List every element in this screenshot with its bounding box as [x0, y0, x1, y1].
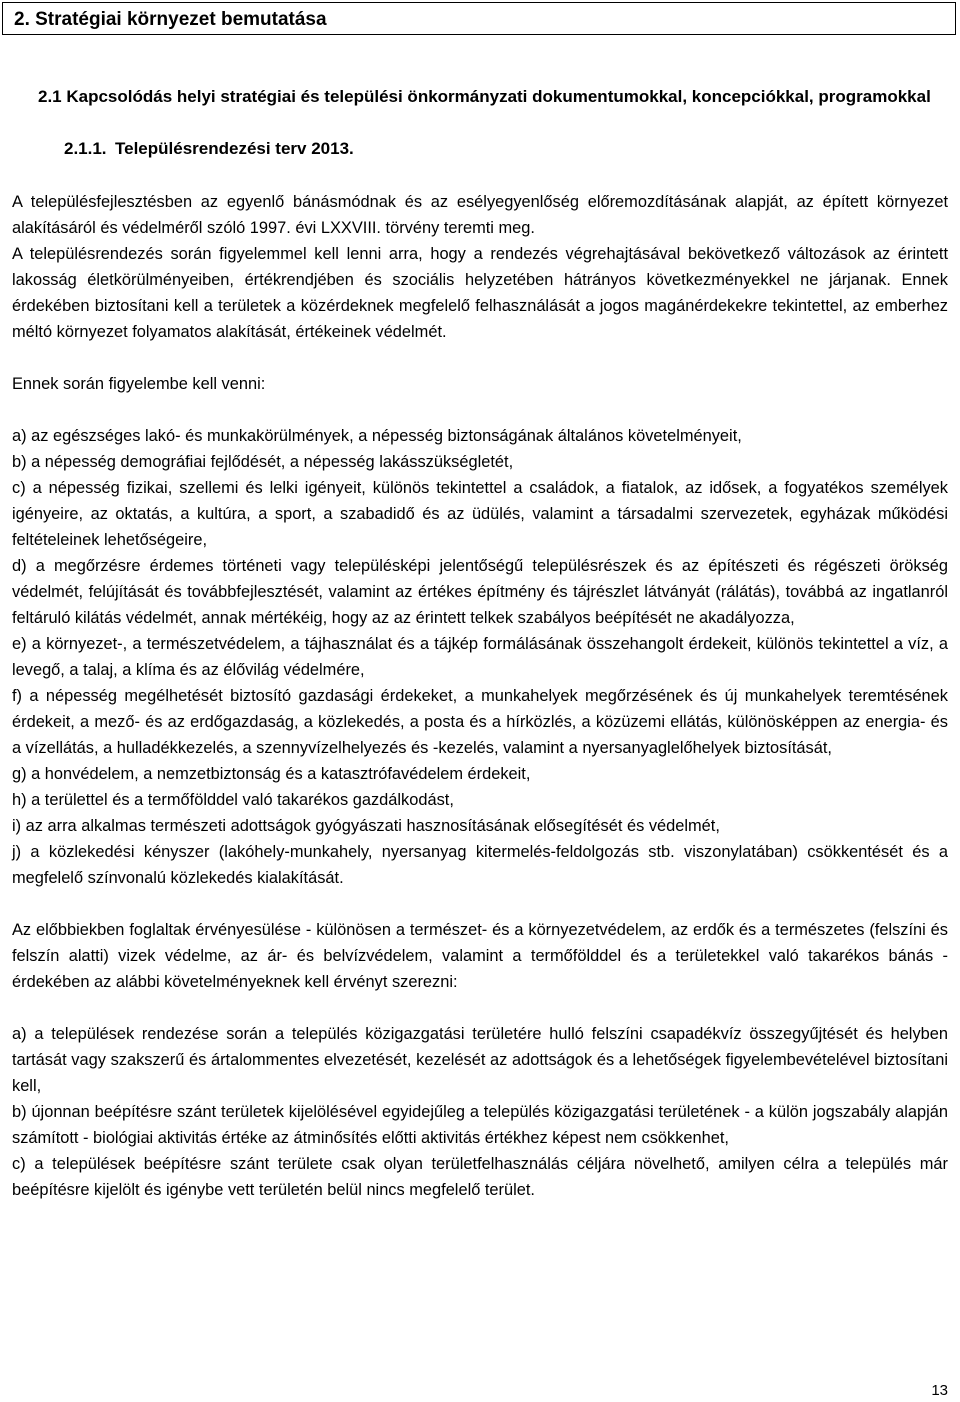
list-item: b) a népesség demográfiai fejlődését, a népesség lakásszükségletét, [12, 453, 514, 471]
list-item: c) a népesség fizikai, szellemi és lelki igényeit, különös tekintettel a családok, a fiatalok, az idősek, a fogyatékos személyek igényeire, az oktatás, a kultúra, a sport, a szabadidő és az üdülés, valamint a társadalmi szervezetek, egyházak működési feltételeinek lehetőségeire, [12, 479, 948, 549]
subsection-title: 2.1 Kapcsolódás helyi stratégiai és települési önkormányzati dokumentumokkal, koncepciókkal, programokkal [38, 87, 931, 106]
list-item: i) az arra alkalmas természeti adottságok gyógyászati hasznosításának elősegítését és védelmét, [12, 817, 720, 835]
subsubsection-number: 2.1.1. [64, 139, 107, 158]
list-item: h) a területtel és a termőfölddel való takarékos gazdálkodást, [12, 791, 454, 809]
list-item: e) a környezet-, a természetvédelem, a tájhasználat és a tájkép formálásának összehangolt érdekeit, különös tekintettel a víz, a levegő, a talaj, a klíma és az élővilág védelmére, [12, 635, 948, 679]
paragraph-legal-basis: A településfejlesztésben az egyenlő bánásmódnak és az esélyegyenlőség előremozdításának alapját, az épített környezet alakításáról és védelméről szóló 1997. évi LXXVIII. törvény teremti meg. [12, 193, 948, 237]
list-item: f) a népesség megélhetését biztosító gazdasági érdekeket, a munkahelyek megőrzésének és új munkahelyek teremtésének érdekeit, a mező- és az erdőgazdaság, a közlekedés, a posta és a hírközlés, a közüzemi ellátás, különösképpen az energia- és a vízellátás, a hulladékkezelés, a szennyvízelhelyezés és -kezelés, valamint a nyersanyaglelőhelyek biztosítását, [12, 687, 948, 757]
list-item: b) újonnan beépítésre szánt területek kijelölésével egyidejűleg a település közigazgatási területének - a külön jogszabály alapján számított - biológiai aktivitás értéke az átminősítés előtti aktivitás értékhez képest nem csökkenhet, [12, 1103, 948, 1147]
page-number: 13 [931, 1382, 948, 1399]
section-title: 2. Stratégiai környezet bemutatása [14, 9, 327, 30]
list-item: a) a települések rendezése során a település közigazgatási területére hulló felszíni csapadékvíz összegyűjtését és helyben tartását vagy szakszerű és ártalommentes elvezetését, kezelését az adottságok és a lehetőségek figyelembevételével biztosítani kell, [12, 1025, 948, 1095]
document-body [12, 189, 948, 1203]
paragraph-planning-principles: A településrendezés során figyelemmel kell lenni arra, hogy a rendezés végrehajtásával bekövetkező változások az érintett lakosság életkörülményeiben, értékrendjében és szociális helyzetében hátrányos következményekkel ne járjanak. Ennek érdekében biztosítani kell a területek a közérdeknek megfelelő felhasználását a jogos magánérdekekre tekintettel, az emberhez méltó környezet folyamatos alakítását, értékeinek védelmét. [12, 245, 948, 341]
paragraph-requirements-intro: Az előbbiekben foglaltak érvényesülése - különösen a természet- és a környezetvédelem, az erdők és a természetes (felszíni és felszín alatti) vizek védelme, az ár- és belvízvédelem, valamint a termőfölddel és a területekkel való takarékos bánás - érdekében az alábbi követelményeknek kell érvényt szerezni: [12, 921, 948, 991]
list-item: c) a települések beépítésre szánt területe csak olyan területfelhasználás céljára növelhető, amilyen célra a település már beépítésre kijelölt és igénybe vett területén belül nincs megfelelő terület. [12, 1155, 948, 1199]
subsubsection-title: Településrendezési terv 2013. [115, 139, 354, 158]
list-item: j) a közlekedési kényszer (lakóhely-munkahely, nyersanyag kitermelés-feldolgozás stb. viszonylatában) csökkentését és a megfelelő színvonalú közlekedés kialakítását. [12, 843, 948, 887]
subsubsection-heading [64, 136, 354, 162]
list-item: a) az egészséges lakó- és munkakörülmények, a népesség biztonságának általános követelményeit, [12, 427, 742, 445]
section-header-box [2, 2, 956, 35]
paragraph-considerations-intro: Ennek során figyelembe kell venni: [12, 375, 266, 393]
list-item: d) a megőrzésre érdemes történeti vagy településképi jelentőségű településrészek és az építészeti és régészeti örökség védelmét, felújítását és továbbfejlesztését, valamint az értékes építmény és tájrészlet látványát (rálátás), továbbá az ingatlanról feltáruló kilátás védelmét, annak mértékéig, hogy az az érintett telkek szabályos beépítését ne akadályozza, [12, 557, 948, 627]
list-item: g) a honvédelem, a nemzetbiztonság és a katasztrófavédelem érdekeit, [12, 765, 531, 783]
